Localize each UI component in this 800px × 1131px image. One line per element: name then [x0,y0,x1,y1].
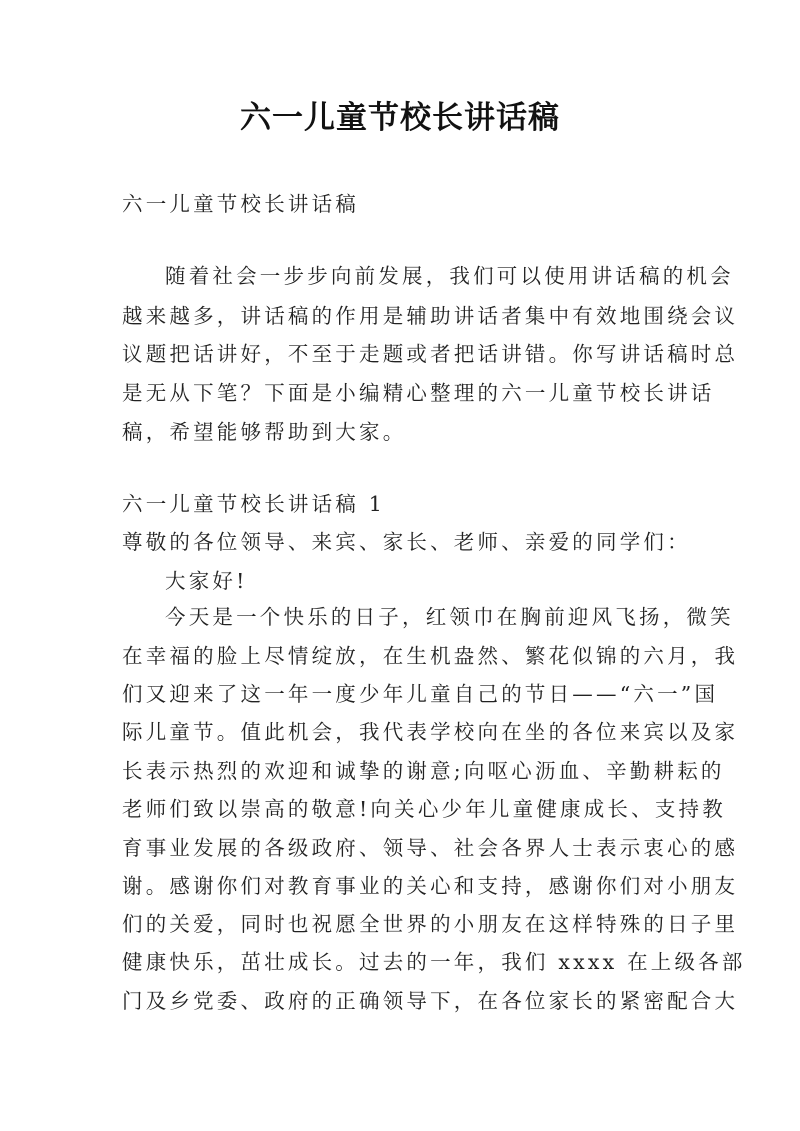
body-line: 老师们致以崇高的敬意!向关心少年儿童健康成长、支持教 [122,797,726,821]
intro-line: 是无从下笔？下面是小编精心整理的六一儿童节校长讲话 [122,381,715,405]
intro-line: 稿，希望能够帮助到大家。 [122,420,407,444]
document-title: 六一儿童节校长讲话稿 [240,100,560,136]
body-line: 长表示热烈的欢迎和诚挚的谢意;向呕心沥血、辛勤耕耘的 [122,759,725,783]
body-line: 今天是一个快乐的日子，红领巾在胸前迎风飞扬，微笑 [165,605,734,629]
body-line: 谢。感谢你们对教育事业的关心和支持，感谢你们对小朋友 [122,874,739,898]
greeting: 大家好! [165,569,248,593]
body-line: 健康快乐，茁壮成长。过去的一年，我们 xxxx 在上级各部 [122,950,746,974]
document-subtitle: 六一儿童节校长讲话稿 [122,192,359,216]
intro-line: 议题把话讲好，不至于走题或者把话讲错。你写讲话稿时总 [122,342,739,366]
body-line: 们又迎来了这一年一度少年儿童自己的节日——“六一”国 [122,682,719,706]
section-heading: 六一儿童节校长讲话稿 1 [122,492,385,516]
body-line: 际儿童节。值此机会，我代表学校向在坐的各位来宾以及家 [122,720,739,744]
body-line: 门及乡党委、政府的正确领导下，在各位家长的紧密配合大 [122,989,739,1013]
body-line: 在幸福的脸上尽情绽放，在生机盎然、繁花似锦的六月，我 [122,644,739,668]
body-line: 们的关爱，同时也祝愿全世界的小朋友在这样特殊的日子里 [122,912,739,936]
intro-line: 越来越多，讲话稿的作用是辅助讲话者集中有效地围绕会议 [122,304,739,328]
intro-line: 随着社会一步步向前发展，我们可以使用讲话稿的机会 [165,264,734,288]
body-line: 育事业发展的各级政府、领导、社会各界人士表示衷心的感 [122,836,739,860]
salutation: 尊敬的各位领导、来宾、家长、老师、亲爱的同学们： [122,530,691,554]
